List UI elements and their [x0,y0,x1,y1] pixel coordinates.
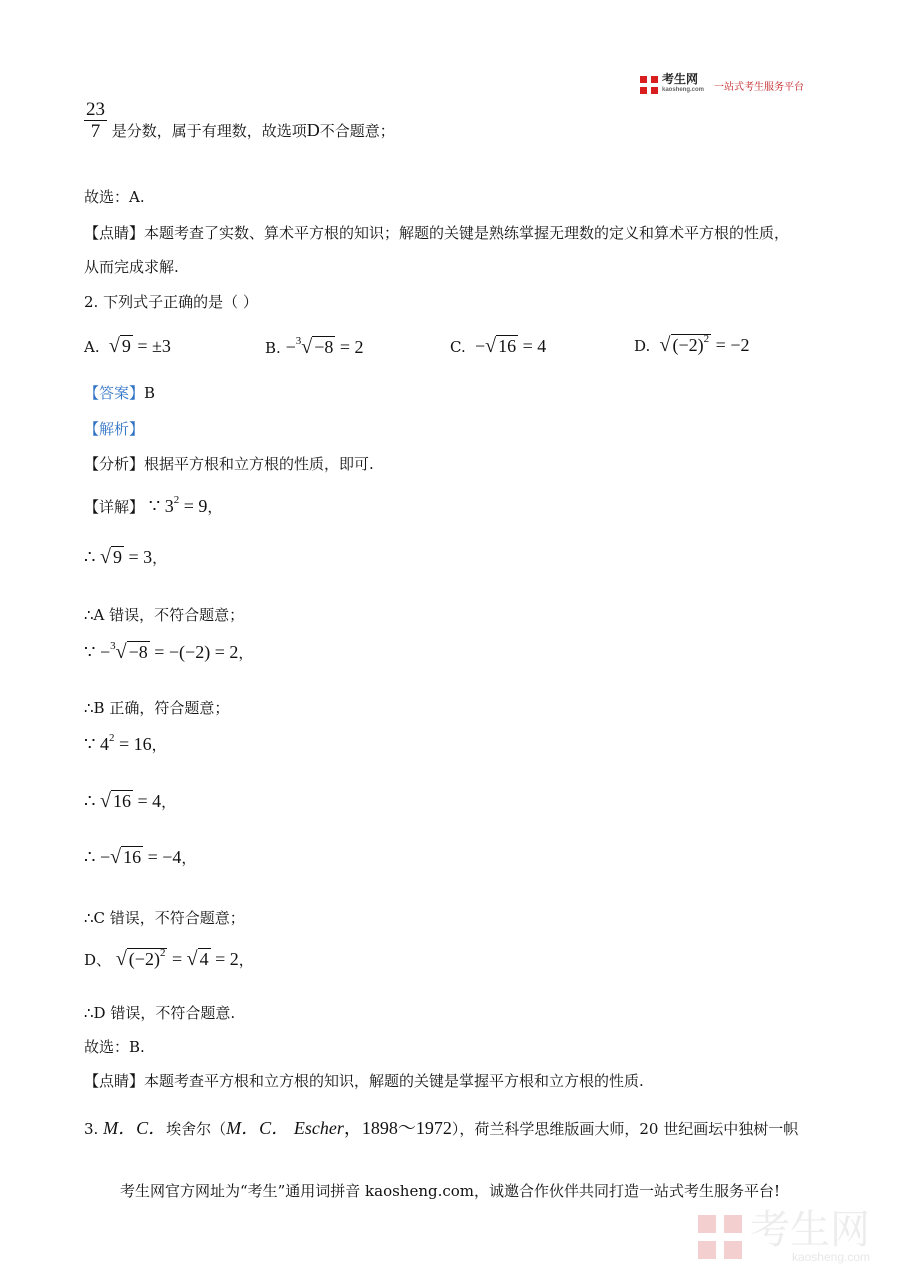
q2-detail-2: ∴ √ 9 = 3， [84,546,168,568]
q3-stem: 3. M．C．埃舍尔（M．C． Escher，1898～1972），荷兰科学思维版画大师，20 世纪画坛中独树一帜 [84,1118,799,1138]
header-slogan: 一站式考生服务平台 [714,81,805,93]
q2-analysis: 【分析】根据平方根和立方根的性质，即可. [84,455,374,473]
q2-detail-7: D、 √ $(-2)^2$ = √ 4 = 2， [84,947,254,970]
logo-icon [640,76,658,94]
fraction-line [84,100,395,143]
q2-option-c: C. −√ 16 = 4 [450,335,547,357]
q1-note-cont: 从而完成求解. [84,258,179,276]
q2-option-b: B. −$^3$√ −8 = 2 [265,335,364,358]
q1-note: 【点睛】本题考查了实数、算术平方根的知识；解题的关键是熟练掌握无理数的定义和算术平方根的性质， [84,224,790,242]
q2-detail-5: ∴ √ 16 = 4， [84,790,177,812]
q2-detail-3: ∵ −$^3$√ −8 = −(−2) = 2， [84,640,254,663]
watermark-icon [698,1215,742,1259]
fraction-23-7: $\frac{23}{7}$ [86,99,105,142]
q2-option-a: A. √ 9 = ±3 [84,335,171,357]
q2-stem: 2. 下列式子正确的是（ ） [84,293,258,311]
q2-detail-6: ∴ −√ 16 = −4， [84,846,197,868]
footer-text: 考生网官方网址为“考生”通用词拼音 kaosheng.com，诚邀合作伙伴共同打造一站式考生服务平台! [119,1182,781,1200]
q2-answer-line: 故选：B. [84,1038,145,1056]
logo-name: 考生网 kaosheng.com [662,72,705,93]
q2-option-d: D. √ $(-2)^2 = -2$ [634,333,750,356]
q2-detail-c-wrong: ∴C 错误，不符合题意； [84,909,245,927]
watermark-logo: 考生网 kaosheng.com [698,1210,870,1264]
q2-detail-d-wrong: ∴D 错误，不符合题意. [84,1004,236,1022]
q2-detail-b-right: ∴B 正确，符合题意； [84,699,230,717]
q2-answer: 【答案】B [84,384,156,402]
q2-detail-a-wrong: ∴A 错误，不符合题意； [84,606,245,624]
q2-jiexi: 【解析】 [84,420,145,438]
q2-detail-4: ∵ $4^2 = 16$， [84,732,167,754]
fraction-text: 是分数，属于有理数，故选项D不合题意； [111,119,395,140]
q2-detail-1: 【详解】 ∵ $3^2 = 9$， [84,494,223,516]
q1-answer-line: 故选：A. [84,188,145,206]
header-logo [640,74,804,96]
q2-note: 【点睛】本题考查平方根和立方根的知识，解题的关键是掌握平方根和立方根的性质. [84,1072,644,1090]
